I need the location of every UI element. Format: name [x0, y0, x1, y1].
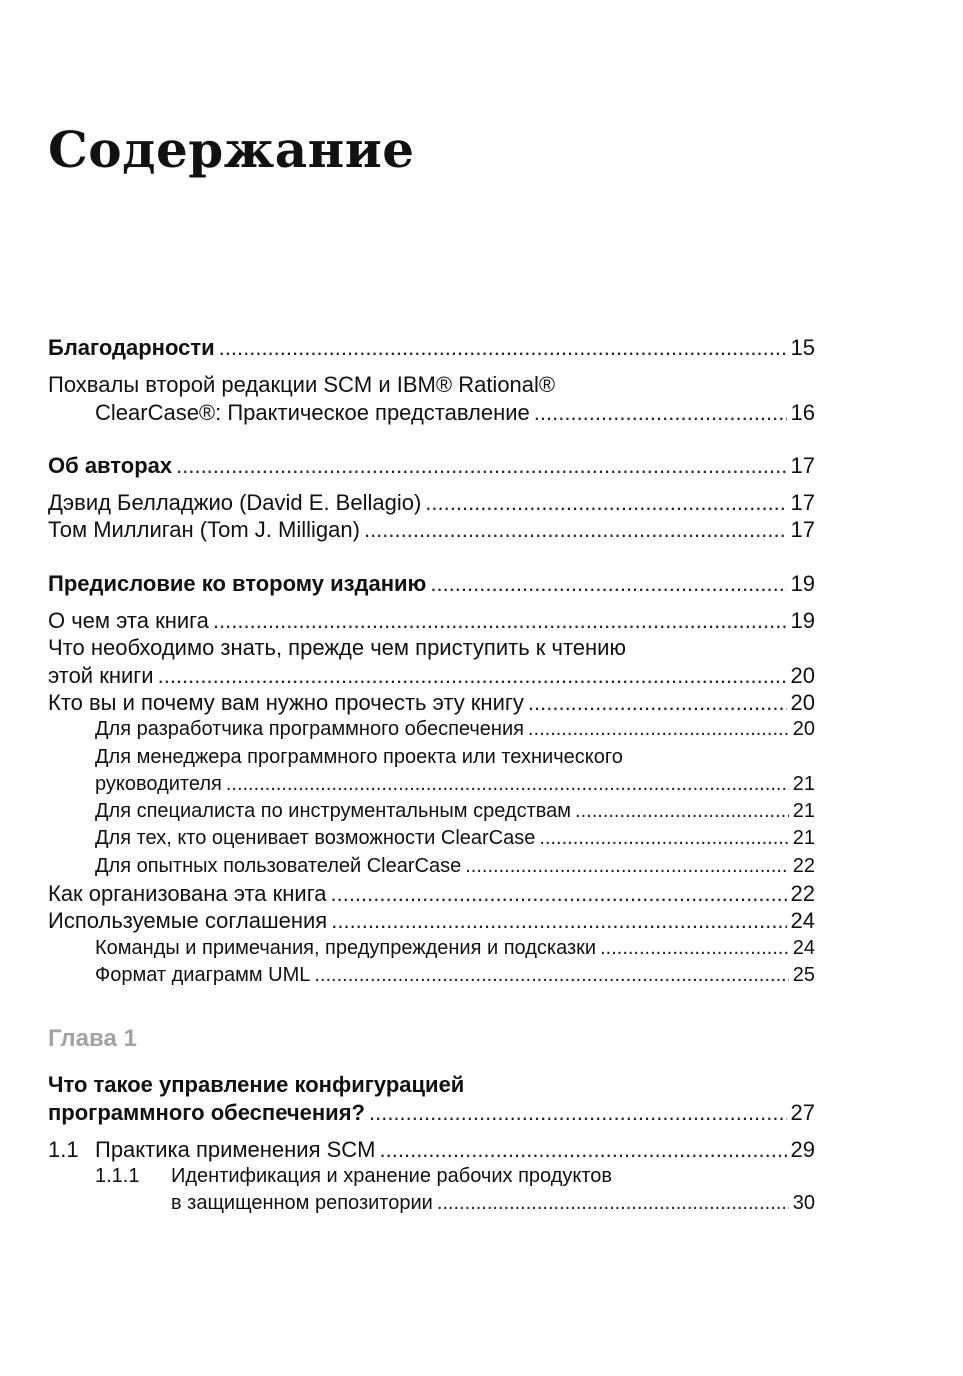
toc-entry[interactable] [48, 1136, 815, 1163]
toc-entry[interactable] [48, 689, 815, 716]
table-of-contents [48, 334, 815, 1218]
toc-entry-title: Для опытных пользователей ClearCase [95, 854, 462, 877]
toc-page-number: 15 [790, 335, 815, 360]
toc-entry[interactable] [48, 607, 815, 634]
toc-entry[interactable] [48, 371, 815, 398]
toc-page-number: 30 [792, 1192, 815, 1215]
toc-page-number: 27 [790, 1099, 815, 1125]
toc-entry[interactable] [48, 962, 815, 989]
toc-entry-title: Для специалиста по инструментальным средствам [95, 800, 572, 823]
toc-leader [528, 716, 789, 743]
toc-entry-title: в защищенном репозитории [171, 1192, 433, 1215]
toc-entry[interactable] [48, 798, 815, 825]
toc-entry-title: Что такое управление конфигурацией [48, 1072, 465, 1098]
toc-page-number: 21 [792, 800, 815, 823]
toc-page-number: 17 [790, 490, 815, 516]
toc-page-number: 20 [790, 689, 815, 715]
toc-entry[interactable] [48, 662, 815, 689]
page-title: Содержание [48, 120, 415, 179]
toc-leader [364, 516, 787, 543]
toc-entry-title: Для разработчика программного обеспечения [95, 718, 524, 741]
toc-leader [600, 935, 789, 962]
toc-leader [528, 689, 787, 716]
toc-leader [430, 570, 786, 597]
toc-entry-title: Практика применения SCM [95, 1136, 376, 1162]
toc-entry-title: Благодарности [48, 335, 215, 360]
toc-leader [534, 399, 787, 426]
toc-entry-title: Для менеджера программного проекта или технического [95, 745, 623, 768]
toc-leader [176, 452, 786, 479]
toc-entry-title: Что необходимо знать, прежде чем приступить к чтению [48, 635, 626, 661]
toc-entry[interactable] [48, 334, 815, 361]
toc-page-number: 19 [790, 570, 815, 596]
chapter-label: Глава 1 [48, 1025, 137, 1053]
toc-entry[interactable] [48, 935, 815, 962]
toc-page-number: 20 [790, 662, 815, 688]
toc-leader [575, 798, 789, 825]
toc-page-number: 20 [792, 718, 815, 741]
toc-entry[interactable] [48, 825, 815, 852]
toc-entry-title: О чем эта книга [48, 608, 209, 634]
toc-entry-title: Для тех, кто оценивает возможности ClearCase [95, 827, 536, 850]
toc-entry[interactable] [48, 1099, 815, 1126]
toc-page-number: 25 [792, 963, 815, 986]
toc-entry-title: руководителя [95, 772, 222, 795]
toc-entry[interactable] [48, 399, 815, 426]
toc-entry[interactable] [48, 716, 815, 743]
toc-entry-title: Кто вы и почему вам нужно прочесть эту книгу [48, 689, 524, 715]
toc-page-number: 24 [790, 908, 815, 934]
toc-page-number: 17 [790, 517, 815, 543]
toc-entry-title: программного обеспечения? [48, 1099, 365, 1125]
toc-leader [369, 1099, 787, 1126]
toc-entry[interactable] [48, 516, 815, 543]
toc-entry-title: Похвалы второй редакции SCM и IBM® Rational® [48, 372, 556, 398]
toc-entry-title: Том Миллиган (Tom J. Milligan) [48, 517, 360, 543]
toc-leader [219, 334, 787, 361]
toc-leader [380, 1136, 787, 1163]
toc-leader [314, 962, 788, 989]
toc-page-number: 17 [790, 452, 815, 478]
toc-page-number: 19 [790, 608, 815, 634]
toc-leader [330, 880, 786, 907]
toc-page-number: 16 [790, 399, 815, 425]
toc-entry[interactable] [48, 1163, 815, 1190]
toc-leader [331, 907, 786, 934]
toc-leader [465, 853, 789, 880]
toc-entry[interactable] [48, 1190, 815, 1217]
toc-entry-title: Как организована эта книга [48, 881, 327, 907]
toc-entry[interactable] [48, 1071, 815, 1098]
toc-entry-title: Команды и примечания, предупреждения и подсказки [95, 936, 597, 959]
toc-entry[interactable] [48, 880, 815, 907]
toc-entry-title: Формат диаграмм UML [95, 963, 311, 986]
toc-entry-title: Предисловие ко второму изданию [48, 570, 427, 596]
toc-entry-title: этой книги [48, 662, 154, 688]
section-number: 1.1.1 [95, 1165, 140, 1188]
toc-leader [158, 662, 787, 689]
toc-page-number: 24 [792, 936, 815, 959]
toc-page-number: 29 [790, 1136, 815, 1162]
toc-entry[interactable] [48, 907, 815, 934]
toc-entry[interactable] [48, 489, 815, 516]
toc-entry-title: ClearCase®: Практическое представление [95, 399, 530, 425]
toc-entry-title: Об авторах [48, 452, 173, 478]
toc-leader [213, 607, 787, 634]
toc-entry[interactable] [48, 771, 815, 798]
toc-page-number: 22 [792, 854, 815, 877]
toc-entry[interactable] [48, 452, 815, 479]
section-number: 1.1 [48, 1136, 79, 1162]
toc-page-number: 21 [792, 827, 815, 850]
toc-entry[interactable] [48, 570, 815, 597]
toc-entry[interactable] [48, 744, 815, 771]
toc-leader [437, 1190, 789, 1217]
toc-entry[interactable] [48, 853, 815, 880]
toc-leader [539, 825, 788, 852]
toc-page-number: 21 [792, 772, 815, 795]
toc-leader [425, 489, 786, 516]
toc-entry[interactable] [48, 634, 815, 661]
toc-leader [226, 771, 789, 798]
toc-page-number: 22 [790, 881, 815, 907]
toc-entry-title: Идентификация и хранение рабочих продуктов [171, 1165, 613, 1188]
toc-entry-title: Дэвид Белладжио (David E. Bellagio) [48, 490, 422, 516]
toc-entry-title: Используемые соглашения [48, 908, 328, 934]
